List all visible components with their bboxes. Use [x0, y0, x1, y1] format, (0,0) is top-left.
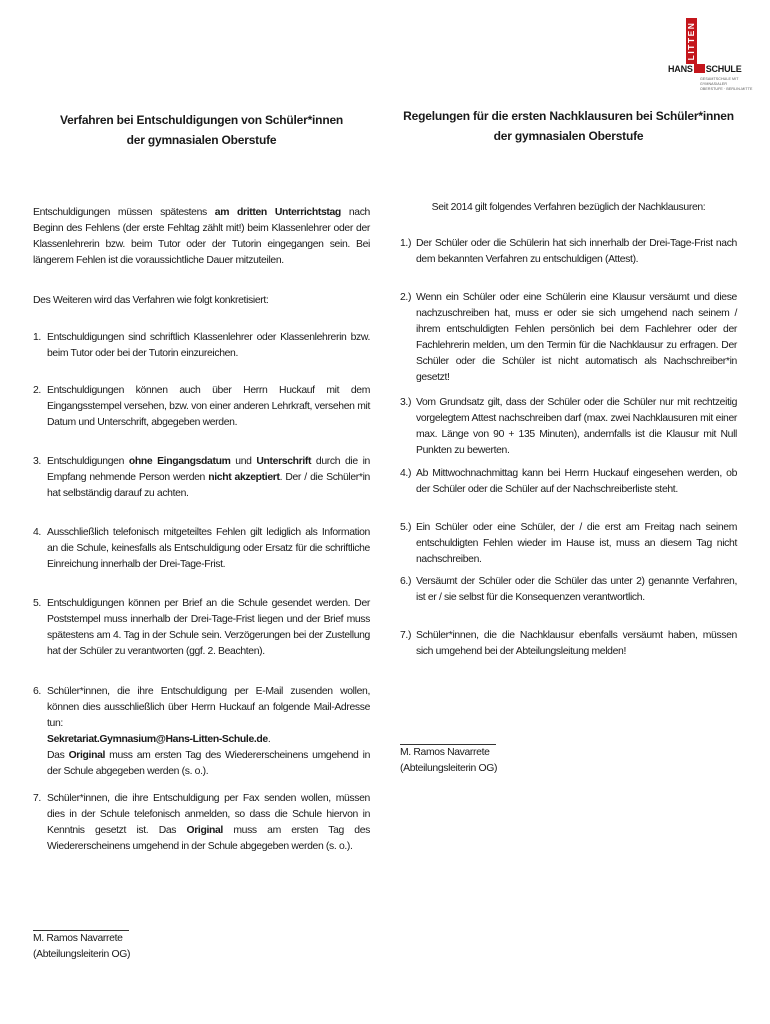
left-item-1	[33, 330, 370, 362]
logo-name-right: SCHULE	[705, 64, 742, 74]
item-number: 5.	[33, 598, 41, 609]
left-item-7	[33, 791, 370, 855]
text-run: Schüler*innen, die ihre Entschuldigung per E-Mail zusenden wollen, können dies ausschließlich über Herrn Huckauf an folgende Mail-Adresse tun:	[47, 686, 370, 729]
left-intro	[33, 205, 370, 269]
bold-run: nicht akzeptiert	[208, 472, 280, 483]
bold-run: Original	[68, 750, 106, 761]
item-number: 1.)	[400, 238, 412, 249]
right-item-4	[400, 466, 737, 498]
item-number: 6.	[33, 686, 41, 697]
right-item-5	[400, 520, 737, 568]
item-number: 2.)	[400, 292, 412, 303]
text-run: nach Beginn des Fehlens (der erste Fehltag zählt mit!) beim Klassenlehrer oder der Klassenlehrerin bzw. beim Tutor oder der Tutorin eingegangen sein. Bei längerem Fehlen ist die voraussichtliche Dauer mitzuteilen.	[33, 207, 370, 266]
item-text: Entschuldigungen sind schriftlich Klassenlehrer oder Klassenlehrerin bzw. beim Tutor oder bei der Tutorin einzureichen.	[47, 332, 370, 359]
item-text	[47, 454, 370, 502]
text-run: muss am ersten Tag des Wiedererscheinens umgehend in der Schule abgegeben werden (s. o.).	[47, 825, 371, 852]
item-text: Versäumt der Schüler oder die Schüler das unter 2) genannte Verfahren, ist er / sie selbst für die Konsequenzen verantwortlich.	[416, 576, 737, 603]
item-number: 2.	[33, 385, 41, 396]
item-text: Schüler*innen, die die Nachklausur ebenfalls versäumt haben, müssen sich umgehend bei der Abteilungsleitung melden!	[416, 630, 737, 657]
item-text: Ab Mittwochnachmittag kann bei Herrn Huckauf eingesehen werden, ob der Schüler oder die Schüler auf der Nachschreiberliste steht.	[416, 468, 737, 495]
right-title-line1: Regelungen für die ersten Nachklausuren bei Schüler*innen	[403, 109, 734, 123]
right-item-3	[400, 395, 737, 459]
logo-sub-line: GESAMTSCHULE MIT GYMNASIALER	[700, 77, 739, 86]
left-item-5	[33, 596, 370, 660]
item-number: 3.)	[400, 397, 412, 408]
bold-run: Original	[186, 825, 223, 836]
right-title	[400, 106, 737, 146]
right-item-2	[400, 290, 737, 386]
left-item-2	[33, 383, 370, 431]
right-intro-text: Seit 2014 gilt folgendes Verfahren bezüglich der Nachklausuren:	[431, 202, 706, 213]
item-text	[47, 791, 370, 855]
item-text: Wenn ein Schüler oder eine Schülerin eine Klausur versäumt und diese nachzuschreiben hat, muss er oder sie sich umgehend nach seinem / ihrem entschuldigten Fehlen persönlich bei dem Fachlehrer oder der Fachlehrerin melden, um den Termin für die Nachklausur zu erfragen. Der Schüler oder die Schüler ist nicht automatisch als Nachschreiber*in gesetzt!	[416, 292, 737, 383]
bold-run: am dritten Unterrichtstag	[214, 207, 341, 218]
text-run: Entschuldigungen	[47, 456, 129, 467]
item-number: 6.)	[400, 576, 412, 587]
text-run: Entschuldigungen müssen spätestens	[33, 207, 215, 218]
school-logo	[668, 18, 760, 98]
item-text: Der Schüler oder die Schülerin hat sich innerhalb der Drei-Tage-Frist nach dem bekannten Verfahren zu entschuldigen (Attest).	[416, 238, 737, 265]
left-intro-paragraph	[33, 205, 370, 269]
left-item-6	[33, 684, 370, 780]
text-run: .	[267, 734, 271, 745]
item-text: Entschuldigungen können per Brief an die Schule gesendet werden. Der Poststempel muss innerhalb der Drei-Tage-Frist liegen und der Brief muss spätestens am 4. Tag in der Schule sein. Verzögerungen bei der Zustellung hat der Schüler zu verantworten (ggf. 2. Beachten).	[47, 598, 370, 657]
left-item-3	[33, 454, 370, 502]
item-text: Vom Grundsatz gilt, dass der Schüler oder die Schüler nur mit rechtzeitig vorgelegtem Attest nachschreiben darf (max. zwei Nachklausuren mit einer max. Länge von 90 + 135 Minuten), andernfalls ist die Klausur mit Null Punkten zu bewerten.	[416, 397, 737, 456]
right-item-6	[400, 574, 737, 606]
text-run: Schüler*innen, die ihre Entschuldigung per Fax senden wollen, müssen dies in der Schule telefonisch anmelden, so dass die Schule hiervon in Kenntnis gesetzt ist. Das	[47, 793, 370, 836]
left-title	[33, 110, 370, 150]
left-lead-text: Des Weiteren wird das Verfahren wie folgt konkretisiert:	[33, 295, 269, 306]
item-text: Ausschließlich telefonisch mitgeteiltes Fehlen gilt lediglich als Information an die Schule, keinesfalls als Entschuldigung oder Ersatz für die schriftliche Einreichung innerhalb der Drei-Tage-Frist.	[47, 527, 370, 570]
left-title-line2: der gymnasialen Oberstufe	[126, 133, 277, 147]
left-lead	[33, 293, 370, 309]
logo-vertical-text: LITTEN	[686, 21, 696, 61]
text-run: . Der / die Schüler*in hat selbständig darauf zu achten.	[47, 472, 370, 499]
signature-name: M. Ramos Navarrete	[400, 747, 490, 758]
item-number: 7.)	[400, 630, 412, 641]
signature-name: M. Ramos Navarrete	[33, 933, 123, 944]
right-intro	[400, 200, 737, 216]
item-number: 4.	[33, 527, 41, 538]
left-signature	[33, 930, 370, 963]
item-number: 3.	[33, 456, 41, 467]
logo-sub-line: OBERSTUFE · BERLIN-MITTE	[700, 87, 753, 91]
item-number: 1.	[33, 332, 41, 343]
bold-run: ohne Eingangsdatum	[128, 456, 231, 467]
right-title-line2: der gymnasialen Oberstufe	[493, 129, 644, 143]
logo-vertical-bar	[686, 18, 697, 64]
text-run: muss am ersten Tag des Wiedererscheinens umgehend in der Schule abgegeben werden (s. o.).	[47, 750, 370, 777]
logo-subtitle	[700, 77, 762, 92]
text-run: durch die in Empfang nehmende Person werden	[47, 456, 370, 483]
email-address[interactable]: Sekretariat.Gymnasium@Hans-Litten-Schule.de	[47, 734, 268, 745]
logo-name	[668, 64, 760, 75]
item-number: 7.	[33, 793, 41, 804]
logo-separator	[694, 64, 705, 73]
left-item-4	[33, 525, 370, 573]
left-title-line1: Verfahren bei Entschuldigungen von Schüler*innen	[59, 113, 344, 127]
right-item-7	[400, 628, 737, 660]
logo-name-left: HANS	[668, 64, 693, 74]
signature-role: (Abteilungsleiterin OG)	[33, 949, 131, 960]
right-item-1	[400, 236, 737, 268]
signature-role: (Abteilungsleiterin OG)	[400, 763, 498, 774]
text-run: und	[230, 456, 257, 467]
item-text: Entschuldigungen können auch über Herrn Huckauf mit dem Eingangsstempel versehen, bzw. von einer anderen Lehrkraft, versehen mit Datum und Unterschrift, abgegeben werden.	[47, 385, 370, 428]
right-signature	[400, 744, 737, 777]
text-run: Das	[47, 750, 69, 761]
bold-run: Unterschrift	[256, 456, 312, 467]
item-number: 4.)	[400, 468, 412, 479]
item-text: Ein Schüler oder eine Schüler, der / die erst am Freitag nach seinem entschuldigten Fehlen wieder im Hause ist, muss an diesem Tag nicht nachschreiben.	[416, 522, 737, 565]
item-number: 5.)	[400, 522, 412, 533]
item-text	[47, 684, 370, 780]
